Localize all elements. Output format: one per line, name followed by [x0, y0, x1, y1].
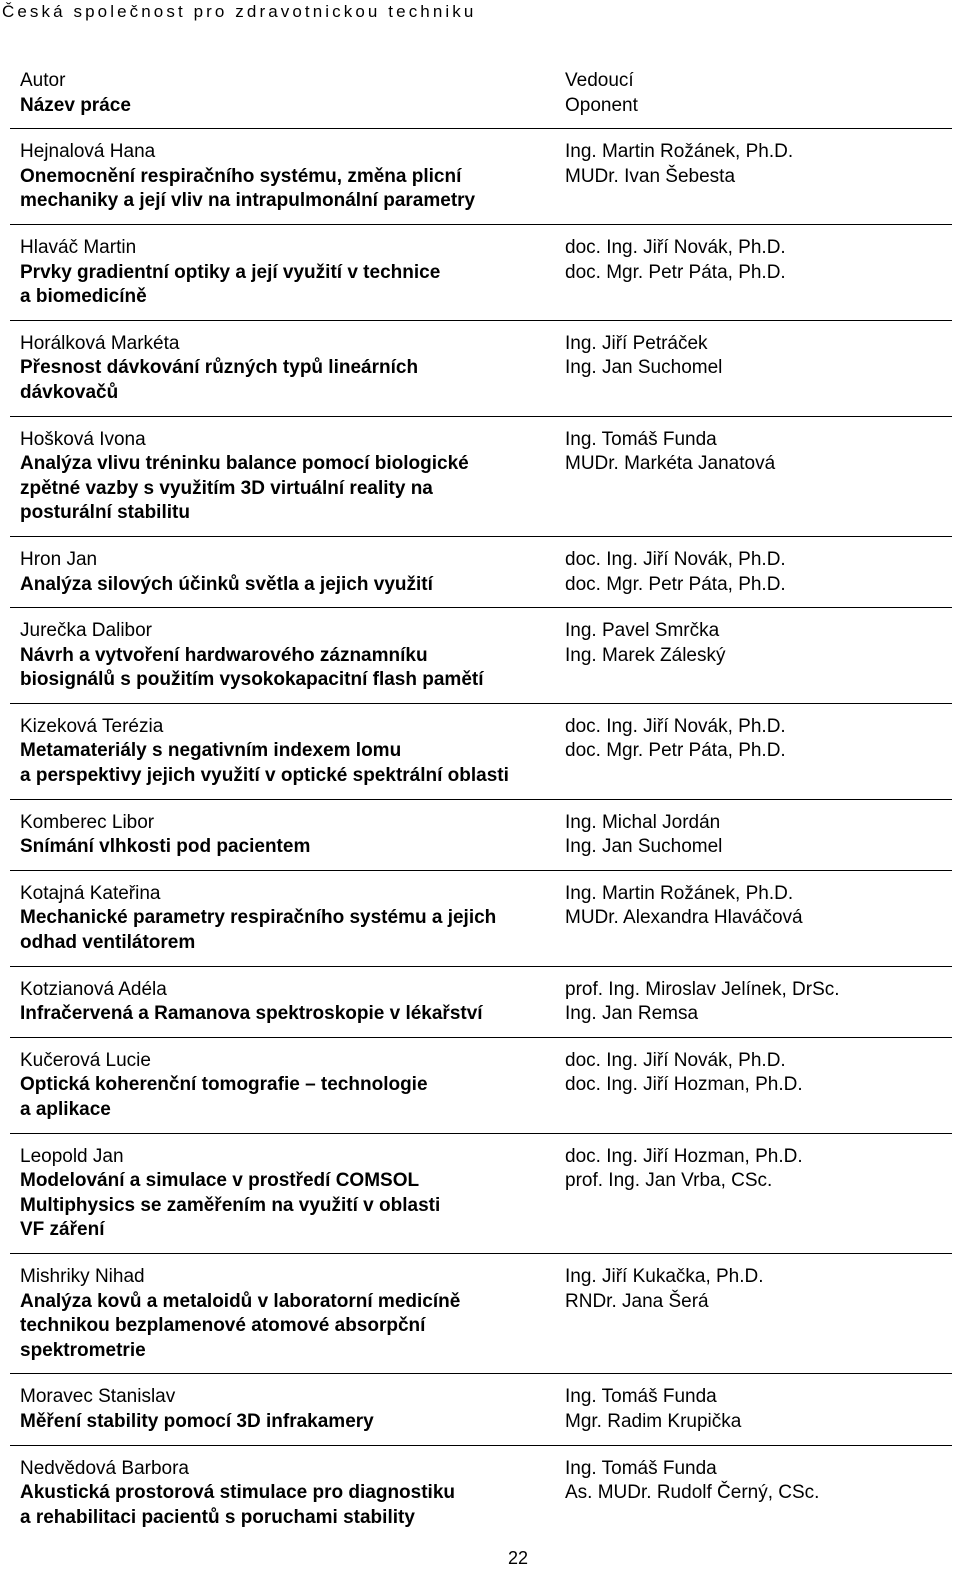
entry-title: Onemocnění respiračního systému, změna plicní mechaniky a její vliv na intrapulmonální parametry — [20, 165, 476, 212]
entry-right-column — [555, 978, 952, 1027]
entry-supervisor: doc. Ing. Jiří Novák, Ph.D. — [565, 548, 786, 570]
table-row — [10, 871, 952, 967]
entry-left-column — [10, 236, 555, 310]
entry-title: Optická koherenční tomografie – technologie a aplikace — [20, 1074, 428, 1120]
table-row — [10, 800, 952, 871]
table-row — [10, 1446, 952, 1541]
entry-title: Měření stability pomocí 3D infrakamery — [20, 1410, 374, 1432]
entry-left-column — [10, 1385, 555, 1434]
entry-supervisor: doc. Ing. Jiří Novák, Ph.D. — [565, 236, 786, 258]
table-row — [10, 1374, 952, 1445]
entry-left-column — [10, 140, 555, 214]
entry-opponent: doc. Mgr. Petr Páta, Ph.D. — [565, 573, 786, 595]
table-row — [10, 704, 952, 800]
entry-title: Akustická prostorová stimulace pro diagnostiku a rehabilitaci pacientů s poruchami stability — [20, 1482, 455, 1528]
table-row — [10, 967, 952, 1038]
entry-supervisor: doc. Ing. Jiří Novák, Ph.D. — [565, 715, 786, 737]
entry-author: Nedvědová Barbora — [20, 1457, 189, 1479]
entry-left-column — [10, 1145, 555, 1243]
entry-left-column — [10, 811, 555, 860]
entry-author: Kotzianová Adéla — [20, 978, 167, 1000]
entry-right-column — [555, 882, 952, 956]
entry-right-column — [555, 1049, 952, 1123]
table-header-row — [10, 58, 952, 129]
entry-supervisor: Ing. Tomáš Funda — [565, 1386, 717, 1408]
table-row — [10, 129, 952, 225]
entry-supervisor: Ing. Michal Jordán — [565, 811, 721, 833]
entry-author: Leopold Jan — [20, 1145, 124, 1167]
entry-supervisor: Ing. Martin Rožánek, Ph.D. — [565, 141, 794, 163]
entry-right-column — [555, 428, 952, 526]
table-row — [10, 608, 952, 704]
table-row — [10, 417, 952, 537]
header-left-column — [10, 69, 555, 118]
table-row — [10, 1134, 952, 1254]
entry-left-column — [10, 619, 555, 693]
organization-name: Česká společnost pro zdravotnickou techniku — [2, 2, 477, 21]
entry-title: Mechanické parametry respiračního systému a jejich odhad ventilátorem — [20, 907, 497, 954]
entry-opponent: Ing. Jan Remsa — [565, 1003, 699, 1025]
entry-left-column — [10, 428, 555, 526]
entry-author: Komberec Libor — [20, 811, 155, 833]
entry-author: Hlaváč Martin — [20, 236, 137, 258]
entry-title: Návrh a vytvoření hardwarového záznamníku biosignálů s použitím vysokokapacitní flash pamětí — [20, 644, 484, 691]
entry-right-column — [555, 811, 952, 860]
entry-right-column — [555, 332, 952, 406]
entry-right-column — [555, 1265, 952, 1363]
entry-supervisor: Ing. Jiří Kukačka, Ph.D. — [565, 1265, 764, 1287]
entry-supervisor: Ing. Tomáš Funda — [565, 428, 717, 450]
entry-author: Mishriky Nihad — [20, 1265, 145, 1287]
entry-opponent: Ing. Jan Suchomel — [565, 836, 723, 858]
entry-opponent: Ing. Jan Suchomel — [565, 357, 723, 379]
entry-right-column — [555, 619, 952, 693]
table-row — [10, 537, 952, 608]
header-author-label: Autor — [20, 70, 66, 91]
entry-title: Modelování a simulace v prostředí COMSOL Multiphysics se zaměřením na využití v oblasti VF záření — [20, 1170, 441, 1241]
entry-author: Kotajná Kateřina — [20, 882, 161, 904]
entry-author: Hron Jan — [20, 548, 98, 570]
entry-left-column — [10, 1265, 555, 1363]
entry-left-column — [10, 548, 555, 597]
entry-supervisor: doc. Ing. Jiří Novák, Ph.D. — [565, 1049, 786, 1071]
entry-supervisor: Ing. Pavel Smrčka — [565, 620, 720, 642]
entry-opponent: MUDr. Markéta Janatová — [565, 453, 776, 475]
entry-right-column — [555, 236, 952, 310]
table-row — [10, 321, 952, 417]
table-row — [10, 225, 952, 321]
entry-left-column — [10, 882, 555, 956]
entry-author: Jurečka Dalibor — [20, 620, 152, 642]
entry-author: Hošková Ivona — [20, 428, 146, 450]
table-row — [10, 1038, 952, 1134]
entry-author: Moravec Stanislav — [20, 1386, 176, 1408]
thesis-table — [10, 58, 952, 1540]
entry-supervisor: prof. Ing. Miroslav Jelínek, DrSc. — [565, 978, 840, 1000]
entry-supervisor: doc. Ing. Jiří Hozman, Ph.D. — [565, 1145, 803, 1167]
entry-right-column — [555, 1145, 952, 1243]
entry-opponent: As. MUDr. Rudolf Černý, CSc. — [565, 1482, 820, 1504]
entry-left-column — [10, 332, 555, 406]
entry-opponent: Ing. Marek Záleský — [565, 644, 726, 666]
entry-title: Analýza kovů a metaloidů v laboratorní medicíně technikou bezplamenové atomové absorpční spektrometrie — [20, 1290, 461, 1361]
header-right-column — [555, 69, 952, 118]
table-body — [10, 129, 952, 1540]
entry-supervisor: Ing. Tomáš Funda — [565, 1457, 717, 1479]
entry-title: Analýza vlivu tréninku balance pomocí biologické zpětné vazby s využitím 3D virtuální reality na posturální stabilitu — [20, 453, 469, 524]
entry-supervisor: Ing. Martin Rožánek, Ph.D. — [565, 882, 794, 904]
entry-opponent: doc. Mgr. Petr Páta, Ph.D. — [565, 261, 786, 283]
entry-title: Metamateriály s negativním indexem lomu a perspektivy jejich využití v optické spektrální oblasti — [20, 740, 509, 787]
entry-opponent: MUDr. Ivan Šebesta — [565, 165, 736, 187]
entry-opponent: MUDr. Alexandra Hlaváčová — [565, 907, 803, 929]
entry-opponent: doc. Ing. Jiří Hozman, Ph.D. — [565, 1074, 803, 1096]
entry-opponent: doc. Mgr. Petr Páta, Ph.D. — [565, 740, 786, 762]
entry-author: Kučerová Lucie — [20, 1049, 151, 1071]
entry-opponent: RNDr. Jana Šerá — [565, 1290, 709, 1312]
header-supervisor-label: Vedoucí — [565, 70, 634, 91]
entry-author: Kizeková Terézia — [20, 715, 164, 737]
entry-author: Hejnalová Hana — [20, 141, 156, 163]
entry-right-column — [555, 715, 952, 789]
entry-left-column — [10, 715, 555, 789]
entry-title: Prvky gradientní optiky a její využití v technice a biomedicíně — [20, 261, 441, 308]
entry-right-column — [555, 140, 952, 214]
entry-left-column — [10, 1457, 555, 1531]
entry-left-column — [10, 978, 555, 1027]
entry-opponent: prof. Ing. Jan Vrba, CSc. — [565, 1170, 773, 1192]
entry-supervisor: Ing. Jiří Petráček — [565, 332, 708, 354]
entry-title: Infračervená a Ramanova spektroskopie v lékařství — [20, 1003, 483, 1025]
entry-author: Horálková Markéta — [20, 332, 180, 354]
entry-title: Přesnost dávkování různých typů lineárních dávkovačů — [20, 357, 419, 403]
entry-right-column — [555, 1457, 952, 1531]
entry-left-column — [10, 1049, 555, 1123]
table-row — [10, 1254, 952, 1374]
entry-title: Snímání vlhkosti pod pacientem — [20, 836, 311, 858]
entry-title: Analýza silových účinků světla a jejich využití — [20, 573, 433, 595]
page-number: 22 — [507, 1548, 529, 1568]
entry-right-column — [555, 548, 952, 597]
entry-right-column — [555, 1385, 952, 1434]
entry-opponent: Mgr. Radim Krupička — [565, 1410, 742, 1432]
header-title-label: Název práce — [20, 94, 131, 116]
header-opponent-label: Oponent — [565, 94, 638, 116]
